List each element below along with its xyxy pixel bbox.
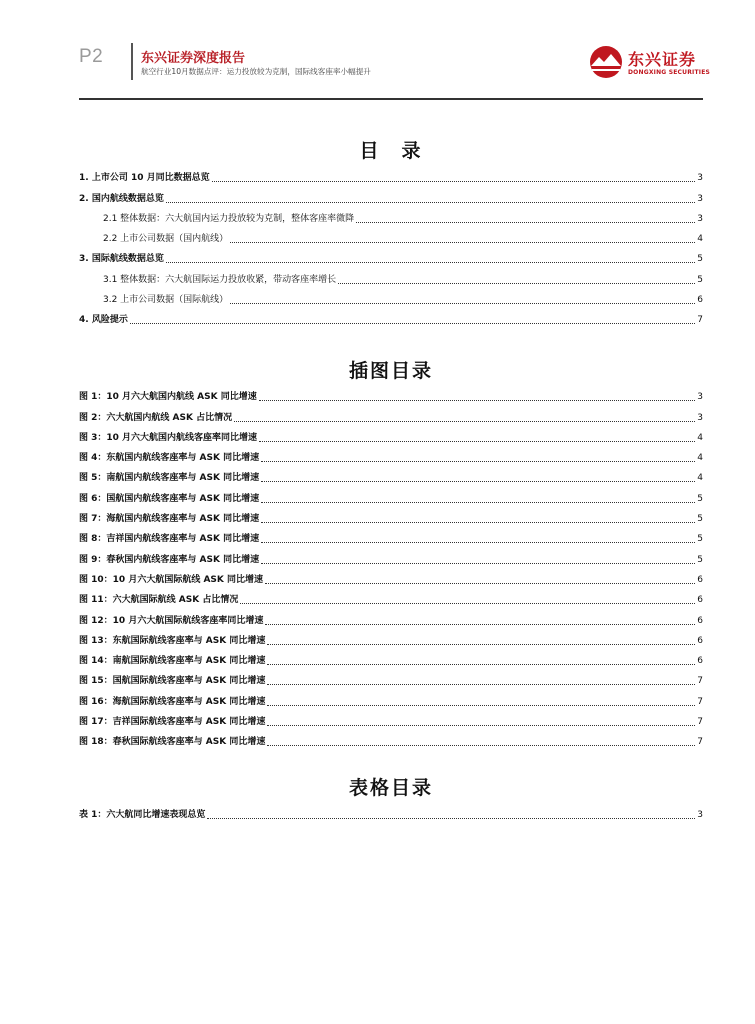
- figure-entry[interactable]: 图 14：南航国际航线客座率与 ASK 同比增速 6: [79, 656, 703, 667]
- figure-list: [79, 383, 703, 748]
- header-divider: [131, 43, 133, 80]
- figure-entry[interactable]: 图 4：东航国内航线客座率与 ASK 同比增速 4: [79, 453, 703, 464]
- toc-list: [79, 164, 703, 326]
- toc-subentry[interactable]: 2.1 整体数据：六大航国内运力投放较为克制，整体客座率微降 3: [103, 213, 703, 224]
- figure-entry[interactable]: 图 12：10 月六大航国际航线客座率同比增速 6: [79, 615, 703, 626]
- page-number: P2: [79, 46, 104, 67]
- figure-entry[interactable]: 图 7：海航国内航线客座率与 ASK 同比增速 5: [79, 514, 703, 525]
- report-title: 东兴证券深度报告: [141, 51, 246, 66]
- table-list-title: 表格目录: [348, 777, 433, 799]
- figure-entry[interactable]: 图 13：东航国际航线客座率与 ASK 同比增速 6: [79, 635, 703, 646]
- company-logo: [587, 43, 711, 83]
- figure-entry[interactable]: 图 1：10 月六大航国内航线 ASK 同比增速 3: [79, 392, 703, 403]
- toc-entry[interactable]: 2. 国内航线数据总览 3: [79, 193, 703, 204]
- toc-subentry[interactable]: 3.1 整体数据：六大航国际运力投放收紧，带动客座率增长 5: [103, 274, 703, 285]
- toc-subentry[interactable]: 2.2 上市公司数据（国内航线） 4: [103, 234, 703, 245]
- figure-entry[interactable]: 图 11：六大航国际航线 ASK 占比情况 6: [79, 595, 703, 606]
- toc-subentry[interactable]: 3.2 上市公司数据（国际航线） 6: [103, 295, 703, 306]
- logo-text-cn: 东兴证券: [628, 50, 697, 69]
- figure-entry[interactable]: 图 6：国航国内航线客座率与 ASK 同比增速 5: [79, 493, 703, 504]
- figure-entry[interactable]: 图 5：南航国内航线客座率与 ASK 同比增速 4: [79, 473, 703, 484]
- header-rule: [79, 98, 703, 100]
- figure-entry[interactable]: 图 15：国航国际航线客座率与 ASK 同比增速 7: [79, 676, 703, 687]
- figure-entry[interactable]: 图 9：春秋国内航线客座率与 ASK 同比增速 5: [79, 554, 703, 565]
- table-list: [79, 801, 703, 821]
- logo-mark-icon: [587, 45, 625, 79]
- figure-entry[interactable]: 图 2：六大航国内航线 ASK 占比情况 3: [79, 412, 703, 423]
- toc-entry[interactable]: 1. 上市公司 10 月同比数据总览 3: [79, 173, 703, 184]
- table-entry[interactable]: 表 1：六大航同比增速表现总览 3: [79, 810, 703, 821]
- toc-entry[interactable]: 3. 国际航线数据总览 5: [79, 254, 703, 265]
- figure-entry[interactable]: 图 18：春秋国际航线客座率与 ASK 同比增速 7: [79, 737, 703, 748]
- figure-entry[interactable]: 图 16：海航国际航线客座率与 ASK 同比增速 7: [79, 696, 703, 707]
- figure-entry[interactable]: 图 3：10 月六大航国内航线客座率同比增速 4: [79, 432, 703, 443]
- figure-list-title: 插图目录: [348, 360, 433, 382]
- toc-entry[interactable]: 4. 风险提示 7: [79, 315, 703, 326]
- logo-text-en: DONGXING SECURITIES: [628, 69, 711, 76]
- figure-entry[interactable]: 图 8：吉祥国内航线客座率与 ASK 同比增速 5: [79, 534, 703, 545]
- report-subtitle: 航空行业10月数据点评：运力投放较为克制，国际线客座率小幅提升: [141, 67, 371, 76]
- figure-entry[interactable]: 图 17：吉祥国际航线客座率与 ASK 同比增速 7: [79, 717, 703, 728]
- figure-entry[interactable]: 图 10：10 月六大航国际航线 ASK 同比增速 6: [79, 574, 703, 585]
- toc-title: 目 录: [359, 140, 423, 162]
